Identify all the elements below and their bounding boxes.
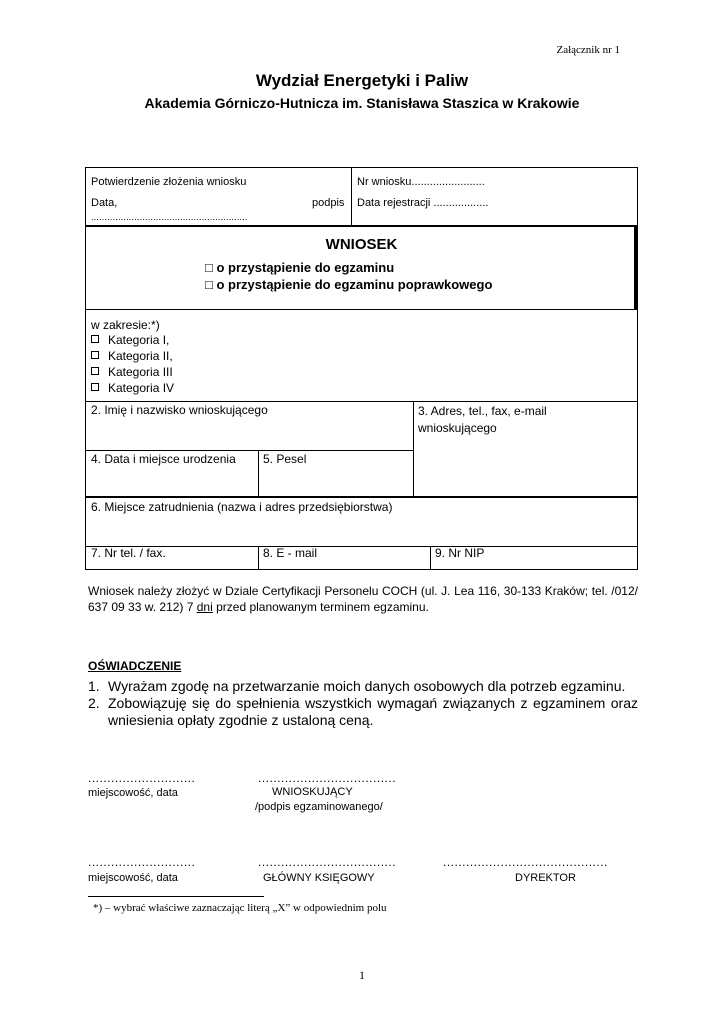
field-email[interactable]: 8. E - mail (263, 546, 318, 560)
submission-note: Wniosek należy złożyć w Dziale Certyfikacji Personelu COCH (ul. J. Lea 116, 30-133 Kraków; tel. /012/ 637 09 33 w. 212) 7 dni przed planowanym terminem egzaminu. (88, 584, 638, 614)
field-birth[interactable]: 4. Data i miejsce urodzenia (91, 452, 236, 466)
checkbox-icon[interactable] (91, 335, 99, 343)
request-title: WNIOSEK (325, 236, 398, 253)
list-item: 1. Wyrażam zgodę na przetwarzanie moich danych osobowych dla potrzeb egzaminu. (88, 678, 626, 694)
checkbox-icon[interactable]: □ (205, 260, 213, 275)
option-retake-exam[interactable] (205, 277, 492, 292)
category-item[interactable]: Kategoria I, (91, 332, 174, 348)
date-signature-line[interactable]: .......................................................... (91, 212, 248, 222)
form-divider (86, 225, 637, 227)
scope-label: w zakresie:*) (91, 318, 160, 332)
form-divider (413, 401, 414, 497)
category-list (91, 332, 174, 396)
annex-label: Załącznik nr 1 (556, 44, 620, 56)
place-date-label: miejscowość, data (88, 872, 178, 884)
form-divider (430, 546, 431, 570)
accountant-label: GŁÓWNY KSIĘGOWY (263, 872, 375, 884)
place-date-line[interactable]: ............................ (88, 855, 196, 869)
form-divider (86, 450, 413, 451)
form-divider (258, 546, 259, 570)
field-phone[interactable]: 7. Nr tel. / fax. (91, 546, 166, 560)
registration-date[interactable]: Data rejestracji .................. (357, 197, 489, 209)
date-label: Data, (91, 197, 118, 209)
signature-label: podpis (312, 197, 345, 209)
form-divider (86, 546, 637, 547)
form-divider (351, 168, 352, 226)
footnote: *) – wybrać właściwe zaznaczając literą „X” w odpowiednim polu (93, 902, 387, 914)
form-divider (258, 450, 259, 497)
field-name[interactable]: 2. Imię i nazwisko wnioskującego (91, 403, 268, 417)
faculty-title: Wydział Energetyki i Paliw (255, 71, 469, 90)
field-employment[interactable]: 6. Miejsce zatrudnienia (nazwa i adres przedsiębiorstwa) (91, 500, 393, 514)
director-signature-line[interactable]: ........................................... (443, 855, 608, 869)
category-item[interactable]: Kategoria IV (91, 380, 174, 396)
applicant-signature-line[interactable]: .................................... (258, 771, 397, 785)
confirmation-label: Potwierdzenie złożenia wniosku (91, 176, 247, 188)
option-exam[interactable] (205, 260, 394, 275)
place-date-label: miejscowość, data (88, 787, 178, 799)
director-label: DYREKTOR (515, 872, 576, 884)
checkbox-icon[interactable] (91, 351, 99, 359)
option-retake-label: o przystąpienie do egzaminu poprawkowego (216, 277, 493, 292)
field-nip[interactable]: 9. Nr NIP (435, 546, 485, 560)
list-item: 2. Zobowiązuję się do spełnienia wszystkich wymagań związanych z egzaminem oraz wniesienia opłaty zgodnie z ustaloną ceną. (88, 695, 638, 728)
university-title: Akademia Górniczo-Hutnicza im. Stanisława Staszica w Krakowie (144, 95, 580, 111)
form-divider (86, 401, 637, 402)
checkbox-icon[interactable] (91, 383, 99, 391)
declaration-heading: OŚWIADCZENIE (88, 659, 182, 673)
declaration-list (88, 678, 638, 729)
form-divider (86, 496, 637, 498)
accountant-signature-line[interactable]: .................................... (258, 855, 397, 869)
form-divider (86, 309, 637, 310)
applicant-sub-label: /podpis egzaminowanego/ (255, 801, 383, 813)
category-item[interactable]: Kategoria II, (91, 348, 174, 364)
category-item[interactable]: Kategoria III (91, 364, 174, 380)
field-address[interactable]: 3. Adres, tel., fax, e-mail wnioskującego (418, 404, 547, 435)
checkbox-icon[interactable] (91, 367, 99, 375)
place-date-line[interactable]: ............................ (88, 771, 196, 785)
option-exam-label: o przystąpienie do egzaminu (216, 260, 395, 275)
checkbox-icon[interactable]: □ (205, 277, 213, 292)
field-pesel[interactable]: 5. Pesel (263, 452, 307, 466)
application-number[interactable]: Nr wniosku........................ (357, 176, 485, 188)
footnote-separator (88, 896, 264, 897)
applicant-label: WNIOSKUJĄCY (272, 786, 353, 798)
page-number: 1 (359, 968, 365, 982)
